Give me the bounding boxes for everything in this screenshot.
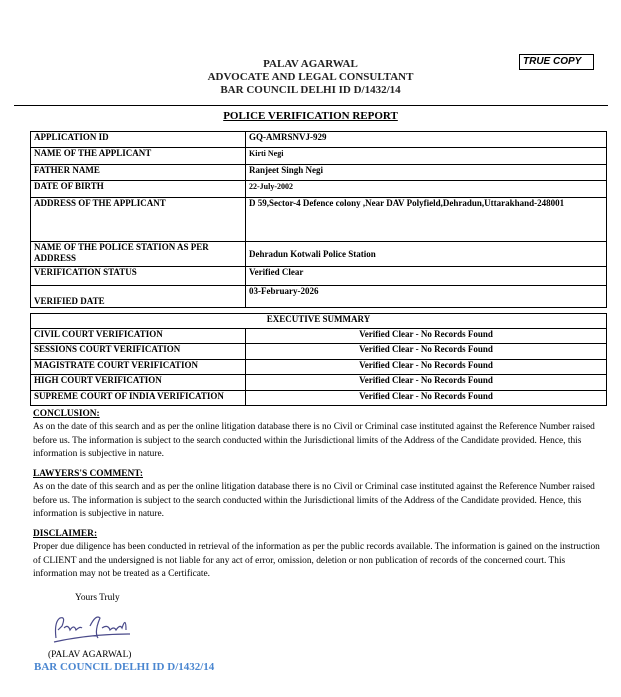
row-value: Ranjeet Singh Negi	[246, 165, 607, 181]
table-row	[31, 242, 607, 267]
row-label: FATHER NAME	[31, 165, 246, 181]
table-row	[31, 344, 607, 360]
closing: Yours Truly	[75, 593, 120, 603]
row-label: VERIFICATION STATUS	[31, 267, 246, 286]
row-value: Verified Clear - No Records Found	[246, 344, 607, 360]
table-row	[31, 165, 607, 181]
header-divider	[14, 105, 608, 106]
row-value: Kirti Negi	[246, 148, 607, 165]
row-label: VERIFIED DATE	[31, 286, 246, 308]
table-row	[31, 329, 607, 344]
row-value: Verified Clear - No Records Found	[246, 360, 607, 375]
row-label: DATE OF BIRTH	[31, 181, 246, 198]
comment-heading: LAWYERS'S COMMENT:	[33, 469, 143, 479]
disclaimer-heading: DISCLAIMER:	[33, 529, 98, 539]
report-title: POLICE VERIFICATION REPORT	[223, 110, 398, 122]
table-row	[31, 267, 607, 286]
signature-image	[50, 612, 140, 648]
row-value: GQ-AMRSNVJ-929	[246, 132, 607, 148]
conclusion-text: As on the date of this search and as per the online litigation database there is no Civil or Criminal case instituted against the Reference Number raised before us. The information is subject to the search conducted within the Jurisdictional limits of the Address of the Candidate provided. Hence, this information is subjective in nature.	[33, 422, 595, 460]
row-label: MAGISTRATE COURT VERIFICATION	[31, 360, 246, 375]
summary-heading: EXECUTIVE SUMMARY	[31, 314, 607, 329]
table-row	[31, 198, 607, 242]
row-value: Verified Clear - No Records Found	[246, 329, 607, 344]
row-value: 03-February-2026	[246, 286, 607, 308]
disclaimer-text: Proper due diligence has been conducted in retrieval of the information as per the public records available. The information is gained on the instruction of CLIENT and the undersigned is not liable for any act of error, omission, deletion or non publication of records of the concerned court. This information may not be treated as a Certificate.	[33, 542, 600, 580]
row-value: Verified Clear - No Records Found	[246, 391, 607, 406]
row-value: Verified Clear	[246, 267, 607, 286]
table-row	[31, 391, 607, 406]
row-label: HIGH COURT VERIFICATION	[31, 375, 246, 391]
row-label: SUPREME COURT OF INDIA VERIFICATION	[31, 391, 246, 406]
advocate-designation: ADVOCATE AND LEGAL CONSULTANT	[207, 71, 414, 83]
executive-summary-table	[30, 313, 607, 406]
table-row	[31, 286, 607, 308]
header-bar-id: BAR COUNCIL DELHI ID D/1432/14	[220, 84, 401, 96]
row-value: Verified Clear - No Records Found	[246, 375, 607, 391]
advocate-name: PALAV AGARWAL	[263, 58, 358, 70]
signatory-bar-id: BAR COUNCIL DELHI ID D/1432/14	[34, 661, 215, 673]
signatory-name: (PALAV AGARWAL)	[48, 650, 132, 660]
conclusion-section	[33, 408, 605, 462]
table-row	[31, 132, 607, 148]
row-label: ADDRESS OF THE APPLICANT	[31, 198, 246, 242]
row-label: NAME OF THE POLICE STATION AS PER ADDRESS	[31, 242, 246, 267]
true-copy-stamp: TRUE COPY	[519, 54, 594, 70]
table-row	[31, 148, 607, 165]
row-label: SESSIONS COURT VERIFICATION	[31, 344, 246, 360]
row-label: APPLICATION ID	[31, 132, 246, 148]
row-value: D 59,Sector-4 Defence colony ,Near DAV Polyfield,Dehradun,Uttarakhand-248001	[246, 198, 607, 242]
row-value: 22-July-2002	[246, 181, 607, 198]
comment-text: As on the date of this search and as per the online litigation database there is no Civil or Criminal case instituted against the Reference Number raised before us. The information is subject to the search conducted within the Jurisdictional limits of the Address of the Candidate provided. Hence, this information is subjective in nature.	[33, 482, 595, 520]
table-row	[31, 360, 607, 375]
conclusion-heading: CONCLUSION:	[33, 409, 100, 419]
row-value: Dehradun Kotwali Police Station	[246, 242, 607, 267]
row-label: NAME OF THE APPLICANT	[31, 148, 246, 165]
table-row	[31, 181, 607, 198]
lawyer-comment-section	[33, 468, 605, 522]
details-table	[30, 131, 607, 308]
disclaimer-section	[33, 528, 605, 582]
row-label: CIVIL COURT VERIFICATION	[31, 329, 246, 344]
table-row	[31, 375, 607, 391]
